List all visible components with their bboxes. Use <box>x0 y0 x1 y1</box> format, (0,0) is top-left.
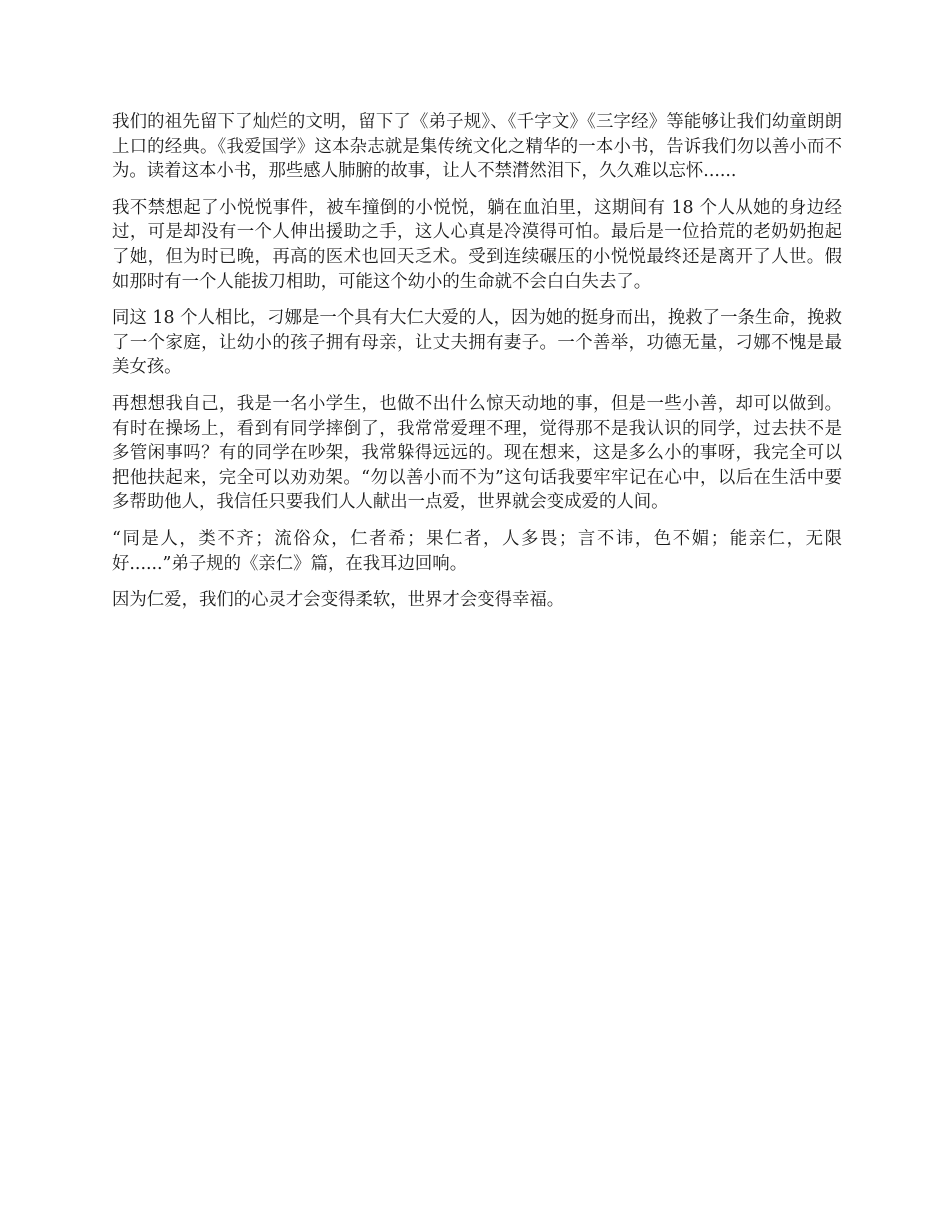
paragraph-1: 我们的祖先留下了灿烂的文明，留下了《弟子规》、《千字文》《三字经》等能够让我们幼童朗朗上口的经典。《我爱国学》这本杂志就是集传统文化之精华的一本小书，告诉我们勿以善小而不为。读着这本小书，那些感人肺腑的故事，让人不禁潸然泪下，久久难以忘怀...... <box>112 112 842 182</box>
paragraph-4: 再想想我自己，我是一名小学生，也做不出什么惊天动地的事，但是一些小善，却可以做到。有时在操场上，看到有同学摔倒了，我常常爱理不理，觉得那不是我认识的同学，过去扶不是多管闲事吗？有的同学在吵架，我常躲得远远的。现在想来，这是多么小的事呀，我完全可以把他扶起来，完全可以劝劝架。“勿以善小而不为”这句话我要牢牢记在心中，以后在生活中要多帮助他人，我信任只要我们人人献出一点爱，世界就会变成爱的人间。 <box>112 393 842 513</box>
document-page <box>112 110 842 625</box>
paragraph-3: 同这 18 个人相比，刁娜是一个具有大仁大爱的人，因为她的挺身而出，挽救了一条生命，挽救了一个家庭，让幼小的孩子拥有母亲，让丈夫拥有妻子。一个善举，功德无量，刁娜不愧是最美女孩。 <box>112 308 842 378</box>
paragraph-5: “同是人，类不齐；流俗众，仁者希；果仁者，人多畏；言不讳，色不媚；能亲仁，无限好......”弟子规的《亲仁》篇，在我耳边回响。 <box>112 528 842 574</box>
paragraph-6: 因为仁爱，我们的心灵才会变得柔软，世界才会变得幸福。 <box>112 590 565 611</box>
paragraph-2: 我不禁想起了小悦悦事件，被车撞倒的小悦悦，躺在血泊里，这期间有 18 个人从她的身边经过，可是却没有一个人伸出援助之手，这人心真是冷漠得可怕。最后是一位拾荒的老奶奶抱起了她，但为时已晚，再高的医术也回天乏术。受到连续碾压的小悦悦最终还是离开了人世。假如那时有一个人能拔刀相助，可能这个幼小的生命就不会白白失去了。 <box>112 197 842 292</box>
